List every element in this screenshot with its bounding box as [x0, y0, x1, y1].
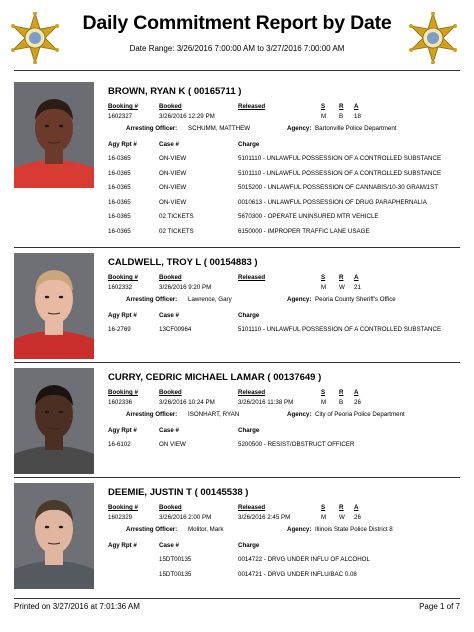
released-label: Released: [238, 389, 266, 396]
agency-label: Agency:: [287, 125, 312, 132]
record-divider: [14, 247, 460, 248]
sex-value: M: [321, 399, 327, 406]
sex-label: S: [321, 103, 326, 110]
case-label: Case #: [159, 427, 179, 434]
footer-divider: [14, 598, 460, 599]
arresting-officer-label: Arresting Officer:: [126, 411, 178, 418]
record-divider: [14, 362, 460, 363]
charge-case-number: ON-VIEW: [159, 155, 187, 162]
charge-description: 5101110 - UNLAWFUL POSSESSION OF A CONTROLLED SUBSTANCE: [238, 155, 442, 162]
header-divider: [14, 70, 460, 71]
agency-value: Bartonville Police Department: [315, 125, 397, 132]
race-label: R: [339, 103, 344, 110]
released-datetime: 3/26/2016 2:45 PM: [238, 514, 291, 521]
booked-datetime: 3/26/2016 10:24 PM: [159, 399, 215, 406]
charge-description: 6150000 - IMPROPER TRAFFIC LANE USAGE: [238, 227, 370, 235]
booked-label: Booked: [159, 389, 182, 396]
agency-value: Illinois State Police District 8: [315, 526, 393, 533]
sex-label: S: [321, 389, 326, 396]
booked-datetime: 3/26/2016 2:00 PM: [159, 514, 212, 521]
charge-agy-rpt: 16-0365: [108, 198, 131, 206]
charge-agy-rpt: 16-2769: [108, 326, 131, 333]
charge-agy-rpt: 16-6102: [108, 441, 131, 448]
race-value: W: [339, 284, 345, 291]
race-value: W: [339, 514, 345, 521]
printed-timestamp: Printed on 3/27/2016 at 7:01:36 AM: [14, 602, 140, 611]
charge-case-number: 02 TICKETS: [159, 213, 194, 220]
age-value: 26: [354, 399, 361, 406]
age-value: 18: [354, 113, 361, 120]
booking-label: Booking #: [108, 274, 138, 281]
age-label: A: [354, 274, 359, 281]
charge-case-number: ON VIEW: [159, 441, 186, 448]
arresting-officer-value: Lawrence, Gary: [188, 296, 232, 303]
sex-label: S: [321, 504, 326, 511]
charge-description: 5015200 - UNLAWFUL POSSESSION OF CANNABIS/10-30 GRAM/1ST: [238, 184, 439, 191]
record-divider: [14, 477, 460, 478]
booking-number: 1602336: [108, 399, 133, 406]
mugshot-photo: [14, 368, 94, 474]
booked-datetime: 3/26/2016 9:20 PM: [159, 284, 212, 291]
charge-agy-rpt: 16-0365: [108, 155, 131, 162]
inmate-name: BROWN, RYAN K ( 00165711 ): [108, 86, 242, 97]
agency-value: Peoria County Sheriff's Office: [315, 296, 396, 303]
charge-case-number: 15DT00135: [159, 570, 192, 578]
charge-agy-rpt: 16-0365: [108, 184, 131, 191]
charge-label: Charge: [238, 141, 260, 148]
date-range: Date Range: 3/26/2016 7:00:00 AM to 3/27/2016 7:00:00 AM: [129, 44, 345, 53]
booking-label: Booking #: [108, 389, 138, 396]
booked-label: Booked: [159, 504, 182, 511]
released-label: Released: [238, 103, 266, 110]
agy-rpt-label: Agy Rpt #: [108, 141, 137, 148]
mugshot-photo: [14, 253, 94, 359]
charge-label: Charge: [238, 542, 260, 549]
sex-value: M: [321, 113, 327, 120]
charge-description: 0014721 - DRVG UNDER INFLU/BAC 0.08: [238, 570, 357, 578]
charge-case-number: ON-VIEW: [159, 169, 187, 177]
sex-label: S: [321, 274, 326, 281]
charge-description: 0010613 - UNLAWFUL POSSESSION OF DRUG PARAPHERNALIA: [238, 198, 427, 206]
charge-case-number: 02 TICKETS: [159, 227, 194, 235]
arresting-officer-value: SCHUMM, MATTHEW: [188, 125, 251, 132]
agency-value: City of Peoria Police Department: [315, 411, 405, 418]
charge-description: 0014722 - DRVG UNDER INFLU OF ALCOHOL: [238, 556, 370, 563]
report-header: [0, 0, 474, 68]
agy-rpt-label: Agy Rpt #: [108, 542, 137, 549]
case-label: Case #: [159, 141, 179, 148]
race-value: B: [339, 113, 344, 120]
arresting-officer-label: Arresting Officer:: [126, 526, 178, 533]
arresting-officer-label: Arresting Officer:: [126, 125, 178, 132]
arresting-officer-value: ISONHART, RYAN: [188, 411, 240, 418]
booking-number: 1602332: [108, 284, 133, 291]
charge-description: 5101110 - UNLAWFUL POSSESSION OF A CONTROLLED SUBSTANCE: [238, 326, 442, 333]
report-title: Daily Commitment Report by Date: [82, 12, 392, 34]
booking-label: Booking #: [108, 103, 138, 110]
age-value: 21: [354, 284, 361, 291]
charge-case-number: ON-VIEW: [159, 198, 187, 206]
agy-rpt-label: Agy Rpt #: [108, 312, 137, 319]
mugshot-photo: [14, 82, 94, 188]
sheriff-star-badge-icon: [10, 12, 60, 64]
charge-case-number: 15DT00135: [159, 556, 192, 563]
race-label: R: [339, 274, 344, 281]
case-label: Case #: [159, 312, 179, 319]
arresting-officer-label: Arresting Officer:: [126, 296, 178, 303]
charge-agy-rpt: 16-0365: [108, 213, 131, 220]
charge-description: 5101110 - UNLAWFUL POSSESSION OF A CONTROLLED SUBSTANCE: [238, 169, 442, 177]
booking-number: 1602329: [108, 514, 133, 521]
released-label: Released: [238, 274, 266, 281]
sex-value: M: [321, 514, 327, 521]
charge-description: 5200500 - RESIST/OBSTRUCT OFFICER: [238, 441, 355, 448]
booking-number: 1602327: [108, 113, 133, 120]
charge-agy-rpt: 16-0365: [108, 227, 131, 235]
inmate-name: CURRY, CEDRIC MICHAEL LAMAR ( 00137649 ): [108, 372, 322, 383]
case-label: Case #: [159, 542, 179, 549]
charge-agy-rpt: 16-0365: [108, 169, 131, 177]
charge-label: Charge: [238, 427, 260, 434]
arresting-officer-value: Molitor, Mark: [188, 526, 224, 533]
agency-label: Agency:: [287, 296, 312, 303]
sheriff-star-badge-icon: [408, 12, 458, 64]
mugshot-photo: [14, 483, 94, 589]
charge-description: 5670300 - OPERATE UNINSURED MTR VEHICLE: [238, 213, 379, 220]
race-label: R: [339, 504, 344, 511]
age-label: A: [354, 504, 359, 511]
race-label: R: [339, 389, 344, 396]
booked-label: Booked: [159, 274, 182, 281]
released-datetime: 3/26/2016 11:38 PM: [238, 399, 294, 406]
race-value: B: [339, 399, 344, 406]
booked-label: Booked: [159, 103, 182, 110]
age-label: A: [354, 389, 359, 396]
sex-value: M: [321, 284, 327, 291]
agency-label: Agency:: [287, 526, 312, 533]
charge-case-number: ON-VIEW: [159, 184, 187, 191]
inmate-name: DEEMIE, JUSTIN T ( 00145538 ): [108, 487, 249, 498]
age-label: A: [354, 103, 359, 110]
charge-case-number: 13CF00964: [159, 326, 192, 333]
released-label: Released: [238, 504, 266, 511]
booking-label: Booking #: [108, 504, 138, 511]
booked-datetime: 3/26/2016 12:29 PM: [159, 113, 215, 120]
page-number: Page 1 of 7: [419, 602, 460, 611]
agency-label: Agency:: [287, 411, 312, 418]
charge-label: Charge: [238, 312, 260, 319]
inmate-name: CALDWELL, TROY L ( 00154883 ): [108, 257, 258, 268]
agy-rpt-label: Agy Rpt #: [108, 427, 137, 434]
age-value: 26: [354, 514, 361, 521]
